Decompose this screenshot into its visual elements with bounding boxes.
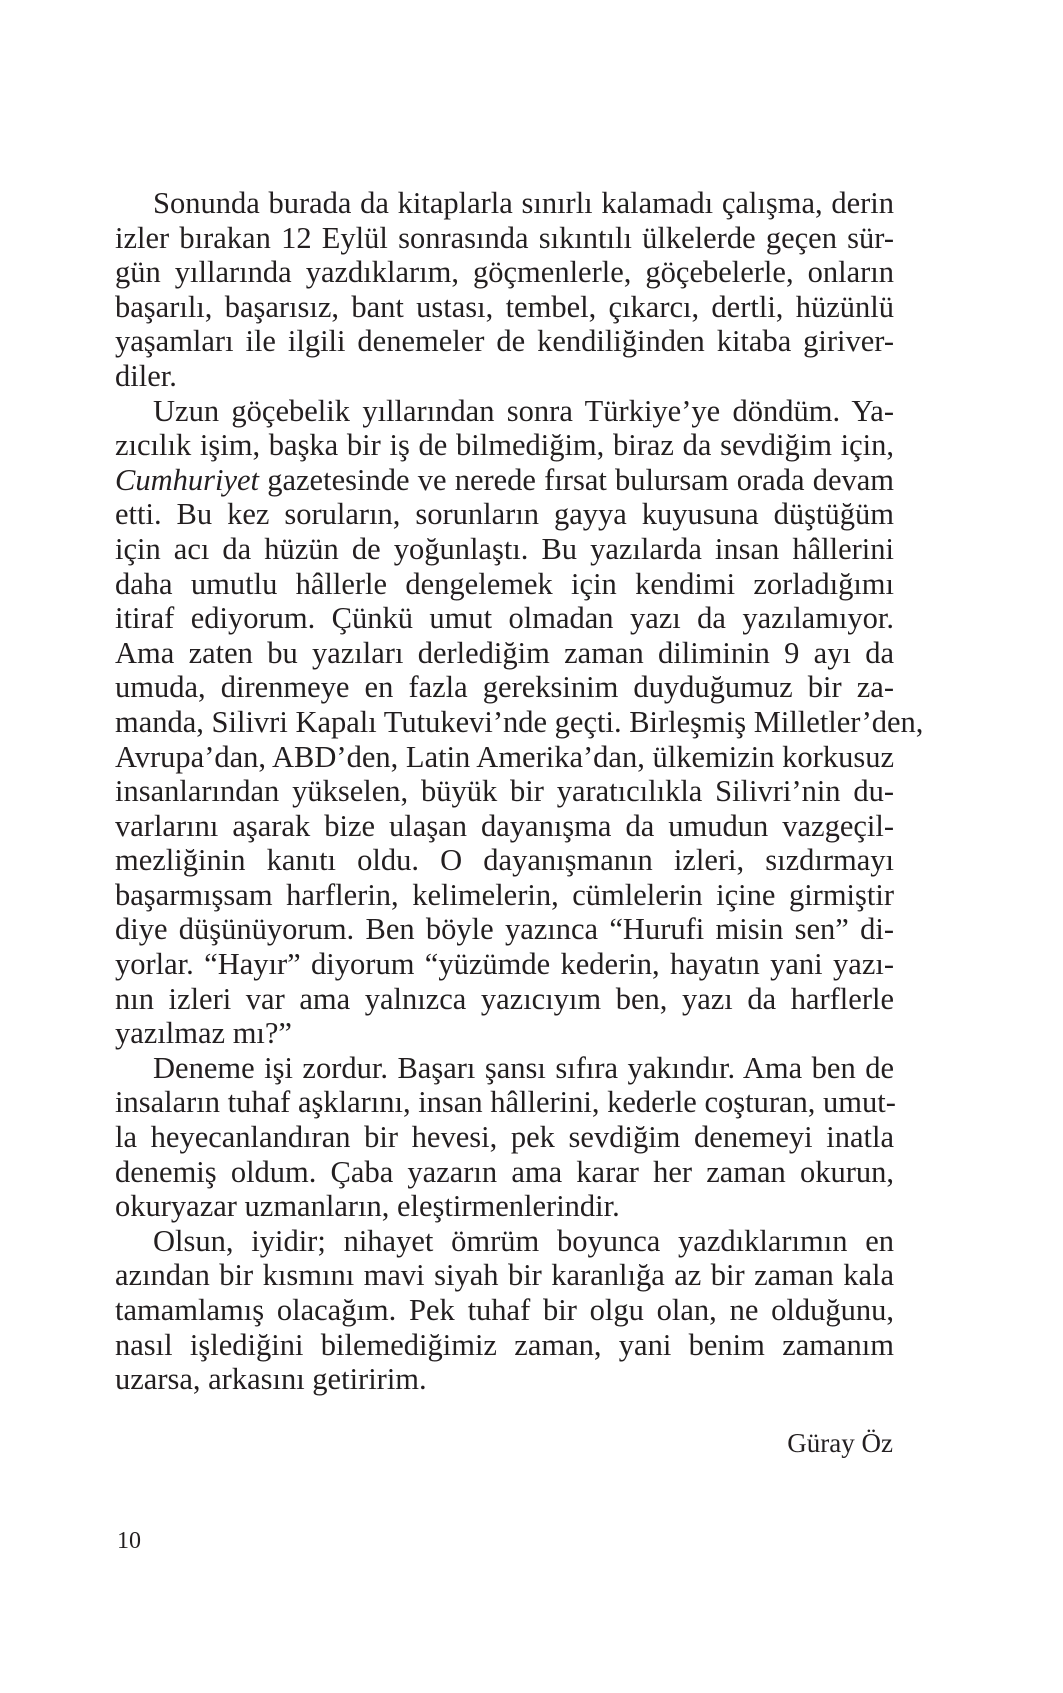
text-line: insanlarından yükselen, büyük bir yaratıcılıkla Silivri’nin du- bbox=[115, 774, 894, 809]
text-line: izler bırakan 12 Eylül sonrasında sıkıntılı ülkelerde geçen sür- bbox=[115, 220, 894, 255]
author-signature: Güray Öz bbox=[787, 1428, 893, 1458]
text-line: Avrupa’dan, ABD’den, Latin Amerika’dan, ülkemizin korkusuz bbox=[115, 739, 894, 774]
paragraph-1 bbox=[115, 186, 894, 394]
text-line: okuryazar uzmanların, eleştirmenlerindir. bbox=[115, 1189, 620, 1224]
text-line: yaşamları ile ilgili denemeler de kendiliğinden kitaba giriver- bbox=[115, 324, 894, 359]
text-line-rest: gazetesinde ve nerede fırsat bulursam orada devam bbox=[267, 462, 894, 497]
text-line: nın izleri var ama yalnızca yazıcıyım ben, yazı da harflerle bbox=[115, 981, 894, 1016]
text-line: başarılı, başarısız, bant ustası, tembel, çıkarcı, dertli, hüzünlü bbox=[115, 289, 894, 324]
text-line: denemiş oldum. Çaba yazarın ama karar her zaman okurun, bbox=[115, 1154, 894, 1189]
text-line: Ama zaten bu yazıları derlediğim zaman diliminin 9 ayı da bbox=[115, 635, 894, 670]
text-line: zıcılık işim, başka bir iş de bilmediğim, biraz da sevdiğim için, bbox=[115, 428, 894, 463]
text-line: mezliğinin kanıtı oldu. O dayanışmanın izleri, sızdırmayı bbox=[115, 843, 894, 878]
text-line: manda, Silivri Kapalı Tutukevi’nde geçti. Birleşmiş Milletler’den, bbox=[115, 704, 924, 739]
text-line: Sonunda burada da kitaplarla sınırlı kalamadı çalışma, derin bbox=[153, 186, 894, 220]
text-line: azından bir kısmını mavi siyah bir karanlığa az bir zaman kala bbox=[115, 1258, 894, 1293]
text-line: gün yıllarında yazdıklarım, göçmenlerle, göçebelerle, onların bbox=[115, 255, 894, 290]
text-line: insaların tuhaf aşklarını, insan hâllerini, kederle coşturan, umut- bbox=[115, 1085, 896, 1120]
text-line: diye düşünüyorum. Ben böyle yazınca “Hurufi misin sen” di- bbox=[115, 912, 894, 947]
text-line: itiraf ediyorum. Çünkü umut olmadan yazı da yazılamıyor. bbox=[115, 601, 894, 636]
text-line: başarmışsam harflerin, kelimelerin, cümlelerin içine girmiştir bbox=[115, 877, 894, 912]
text-line: yazılmaz mı?” bbox=[115, 1016, 292, 1051]
text-line: için acı da hüzün de yoğunlaştı. Bu yazılarda insan hâllerini bbox=[115, 531, 894, 566]
text-line-with-italic bbox=[115, 463, 894, 498]
text-line: uzarsa, arkasını getiririm. bbox=[115, 1362, 427, 1397]
text-line: etti. Bu kez soruların, sorunların gayya kuyusuna düştüğüm bbox=[115, 497, 894, 532]
paragraph-4 bbox=[115, 1224, 894, 1397]
text-line: Olsun, iyidir; nihayet ömrüm boyunca yazdıklarımın en bbox=[153, 1223, 894, 1258]
text-line: daha umutlu hâllerle dengelemek için kendimi zorladığımı bbox=[115, 566, 894, 601]
text-line: tamamlamış olacağım. Pek tuhaf bir olgu olan, ne olduğunu, bbox=[115, 1293, 894, 1327]
text-line: Uzun göçebelik yıllarından sonra Türkiye’ye döndüm. Ya- bbox=[153, 393, 894, 428]
text-line: la heyecanlandıran bir hevesi, pek sevdiğim denemeyi inatla bbox=[115, 1120, 894, 1155]
text-line: varlarını aşarak bize ulaşan dayanışma da umudun vazgeçil- bbox=[115, 808, 894, 843]
body-text bbox=[115, 186, 924, 1397]
text-line: diler. bbox=[115, 358, 177, 393]
paragraph-2 bbox=[115, 393, 924, 1051]
page-number: 10 bbox=[117, 1528, 141, 1554]
paragraph-3 bbox=[115, 1051, 894, 1224]
text-line: umuda, direnmeye en fazla gereksinim duyduğumuz bir za- bbox=[115, 670, 894, 705]
text-line: nasıl işlediğini bilemediğimiz zaman, yani benim zamanım bbox=[115, 1327, 894, 1362]
text-line: Deneme işi zordur. Başarı şansı sıfıra yakındır. Ama ben de bbox=[153, 1050, 894, 1085]
newspaper-name: Cumhuriyet bbox=[115, 462, 260, 497]
text-line: yorlar. “Hayır” diyorum “yüzümde kederin, hayatın yani yazı- bbox=[115, 947, 894, 982]
